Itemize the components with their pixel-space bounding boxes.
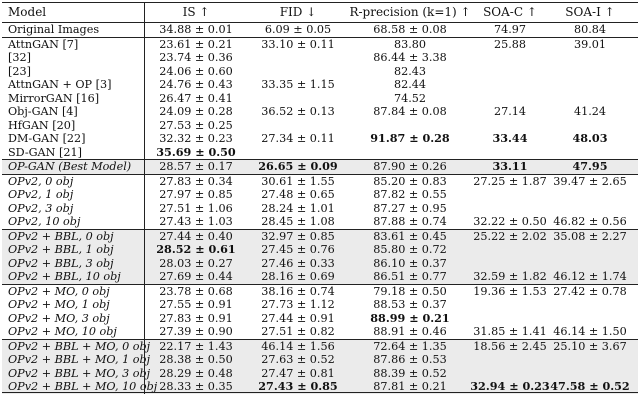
cell-is: 27.83 ± 0.34 — [159, 174, 233, 188]
table-row — [2, 298, 638, 312]
cell-model: OPv2 + BBL, 10 obj — [8, 270, 121, 283]
cell-fid: 6.09 ± 0.05 — [264, 23, 332, 36]
cell-r-precision: 74.52 — [393, 91, 427, 105]
table-row — [2, 51, 638, 65]
cell-soa-i: 80.84 — [573, 23, 607, 36]
cell-soa-i: 46.82 ± 0.56 — [553, 215, 627, 228]
cell-model: SD-GAN [21] — [8, 145, 82, 159]
cell-r-precision: 82.44 — [393, 78, 427, 91]
table-row — [2, 230, 638, 244]
cell-is: 27.53 ± 0.25 — [159, 118, 233, 132]
cell-soa-c: 32.59 ± 1.82 — [473, 270, 547, 283]
cell-model: [23] — [8, 64, 31, 78]
cell-fid: 27.34 ± 0.11 — [261, 132, 335, 145]
cell-soa-i: 46.14 ± 1.50 — [553, 325, 627, 338]
cell-r-precision: 83.61 ± 0.45 — [373, 229, 447, 243]
cell-model: OP-GAN (Best Model) — [8, 160, 132, 173]
cell-soa-c: 25.22 ± 2.02 — [473, 229, 547, 243]
cell-soa-i: 35.08 ± 2.27 — [553, 229, 627, 243]
cell-soa-c: 32.94 ± 0.23 — [470, 379, 550, 393]
cell-model: DM-GAN [22] — [8, 132, 86, 145]
cell-fid: 28.24 ± 1.01 — [261, 201, 335, 215]
cell-soa-c: 32.22 ± 0.50 — [473, 215, 547, 228]
table-row — [2, 105, 638, 119]
cell-fid: 38.16 ± 0.74 — [261, 284, 335, 298]
cell-is: 28.57 ± 0.17 — [159, 160, 233, 173]
cell-is: 28.03 ± 0.27 — [159, 256, 233, 270]
cell-is: 28.33 ± 0.35 — [159, 380, 233, 393]
cell-soa-i: 47.95 — [572, 159, 608, 173]
cell-is: 26.47 ± 0.41 — [159, 91, 233, 105]
header-soa-i: SOA-I ↑ — [565, 5, 615, 19]
cell-r-precision: 87.27 ± 0.95 — [373, 201, 447, 215]
cell-r-precision: 72.64 ± 1.35 — [373, 339, 447, 353]
table-row — [2, 215, 638, 229]
cell-r-precision: 86.44 ± 3.38 — [373, 51, 447, 64]
cell-model: OPv2 + MO, 3 obj — [8, 311, 110, 325]
table-row — [2, 285, 638, 299]
cell-model: OPv2 + BBL + MO, 1 obj — [8, 353, 151, 366]
cell-is: 28.29 ± 0.48 — [159, 366, 233, 380]
table-body — [2, 22, 638, 394]
cell-is: 28.38 ± 0.50 — [159, 353, 233, 366]
cell-fid: 27.45 ± 0.76 — [261, 243, 335, 256]
table-row — [2, 257, 638, 271]
cell-r-precision: 87.88 ± 0.74 — [373, 215, 447, 228]
cell-soa-c: 27.25 ± 1.87 — [473, 174, 547, 188]
cell-is: 27.39 ± 0.90 — [159, 325, 233, 338]
cell-model: OPv2 + BBL + MO, 0 obj — [8, 339, 151, 353]
cell-r-precision: 87.84 ± 0.08 — [373, 105, 447, 118]
table-row — [2, 353, 638, 367]
cell-r-precision: 79.18 ± 0.50 — [373, 284, 447, 298]
cell-soa-c: 25.88 — [493, 37, 527, 51]
table-row — [2, 23, 638, 37]
cell-r-precision: 88.99 ± 0.21 — [370, 310, 450, 325]
cell-soa-c: 74.97 — [493, 23, 527, 36]
cell-is: 24.76 ± 0.43 — [159, 78, 233, 91]
cell-soa-i: 27.42 ± 0.78 — [553, 284, 627, 298]
cell-model: OPv2 + BBL + MO, 3 obj — [8, 366, 151, 380]
cell-r-precision: 82.43 — [393, 64, 427, 78]
cell-model: OPv2 + BBL, 3 obj — [8, 256, 114, 270]
cell-model: OPv2, 1 obj — [8, 188, 74, 201]
cell-is: 23.61 ± 0.21 — [159, 37, 233, 51]
cell-fid: 32.97 ± 0.85 — [261, 229, 335, 243]
table-row — [2, 92, 638, 106]
cell-soa-c: 33.11 — [492, 159, 528, 173]
cell-is: 27.55 ± 0.91 — [159, 298, 233, 311]
cell-model: OPv2 + MO, 0 obj — [8, 284, 110, 298]
cell-fid: 27.47 ± 0.81 — [261, 366, 335, 380]
cell-model: OPv2 + BBL, 0 obj — [8, 229, 114, 243]
cell-r-precision: 88.91 ± 0.46 — [373, 325, 447, 338]
cell-model: [32] — [8, 51, 31, 64]
table-bottom-rule — [2, 392, 638, 393]
cell-is: 27.43 ± 1.03 — [159, 215, 233, 228]
cell-soa-i: 47.58 ± 0.52 — [550, 379, 630, 393]
cell-fid: 27.46 ± 0.33 — [261, 256, 335, 270]
cell-r-precision: 87.82 ± 0.55 — [373, 188, 447, 201]
cell-fid: 27.63 ± 0.52 — [261, 353, 335, 366]
cell-fid: 33.35 ± 1.15 — [261, 78, 335, 91]
results-table — [2, 2, 638, 394]
cell-is: 24.06 ± 0.60 — [159, 64, 233, 78]
header-model: Model — [8, 5, 47, 19]
table-header-row — [2, 2, 638, 22]
cell-r-precision: 86.10 ± 0.37 — [373, 256, 447, 270]
cell-fid: 27.51 ± 0.82 — [261, 325, 335, 338]
table-row — [2, 119, 638, 133]
table-row — [2, 270, 638, 284]
cell-r-precision: 68.58 ± 0.08 — [373, 23, 447, 36]
table-row — [2, 188, 638, 202]
cell-fid: 27.73 ± 1.12 — [261, 298, 335, 311]
header-soa-c: SOA-C ↑ — [483, 5, 537, 19]
cell-soa-i: 39.01 — [573, 37, 607, 51]
cell-model: HfGAN [20] — [8, 118, 76, 132]
table-row — [2, 243, 638, 257]
cell-model: OPv2 + MO, 10 obj — [8, 325, 117, 338]
cell-fid: 27.44 ± 0.91 — [261, 311, 335, 325]
cell-r-precision: 88.39 ± 0.52 — [373, 366, 447, 380]
cell-is: 27.51 ± 1.06 — [159, 201, 233, 215]
cell-model: AttnGAN [7] — [8, 37, 79, 51]
table-row — [2, 160, 638, 174]
cell-soa-c: 27.14 — [493, 105, 527, 118]
cell-is: 22.17 ± 1.43 — [159, 339, 233, 353]
cell-r-precision: 85.20 ± 0.83 — [373, 174, 447, 188]
cell-r-precision: 86.51 ± 0.77 — [373, 270, 447, 283]
table-row — [2, 146, 638, 160]
cell-is: 34.88 ± 0.01 — [159, 23, 233, 36]
cell-is: 23.74 ± 0.36 — [159, 51, 233, 64]
table-row — [2, 367, 638, 381]
header-is: IS ↑ — [182, 5, 210, 19]
cell-fid: 27.43 ± 0.85 — [258, 379, 338, 393]
cell-soa-i: 41.24 — [573, 105, 607, 118]
cell-model: OPv2 + MO, 1 obj — [8, 298, 110, 311]
cell-is: 32.32 ± 0.23 — [159, 132, 233, 145]
cell-r-precision: 87.81 ± 0.21 — [373, 380, 447, 393]
cell-soa-c: 33.44 — [492, 131, 528, 145]
cell-soa-i: 48.03 — [572, 131, 608, 145]
cell-r-precision: 88.53 ± 0.37 — [373, 298, 447, 311]
cell-is: 23.78 ± 0.68 — [159, 284, 233, 298]
cell-fid: 30.61 ± 1.55 — [261, 174, 335, 188]
cell-is: 27.44 ± 0.40 — [159, 229, 233, 243]
cell-r-precision: 91.87 ± 0.28 — [370, 131, 450, 145]
cell-fid: 26.65 ± 0.09 — [258, 159, 338, 173]
cell-r-precision: 87.86 ± 0.53 — [373, 353, 447, 366]
cell-is: 24.09 ± 0.28 — [159, 105, 233, 118]
table-row — [2, 312, 638, 326]
cell-soa-c: 18.56 ± 2.45 — [473, 339, 547, 353]
cell-fid: 28.45 ± 1.08 — [261, 215, 335, 228]
cell-fid: 27.48 ± 0.65 — [261, 188, 335, 201]
cell-model: OPv2, 10 obj — [8, 215, 81, 228]
cell-model: OPv2, 0 obj — [8, 174, 74, 188]
cell-fid: 46.14 ± 1.56 — [261, 339, 335, 353]
cell-model: OPv2 + BBL + MO, 10 obj — [8, 380, 158, 393]
table-row — [2, 65, 638, 79]
table-row — [2, 202, 638, 216]
table-row — [2, 175, 638, 189]
cell-soa-i: 25.10 ± 3.67 — [553, 339, 627, 353]
table-row — [2, 132, 638, 146]
cell-is: 27.69 ± 0.44 — [159, 270, 233, 283]
cell-model: MirrorGAN [16] — [8, 91, 100, 105]
cell-model: OPv2 + BBL, 1 obj — [8, 243, 114, 256]
cell-soa-i: 46.12 ± 1.74 — [553, 270, 627, 283]
cell-model: AttnGAN + OP [3] — [8, 78, 112, 91]
cell-is: 27.97 ± 0.85 — [159, 188, 233, 201]
cell-r-precision: 83.80 — [393, 37, 427, 51]
cell-soa-c: 31.85 ± 1.41 — [473, 325, 547, 338]
cell-r-precision: 85.80 ± 0.72 — [373, 243, 447, 256]
cell-r-precision: 87.90 ± 0.26 — [373, 160, 447, 173]
column-divider — [144, 2, 145, 394]
cell-fid: 33.10 ± 0.11 — [261, 37, 335, 51]
header-fid: FID ↓ — [279, 5, 317, 19]
cell-fid: 36.52 ± 0.13 — [261, 105, 335, 118]
cell-model: Original Images — [8, 23, 100, 36]
cell-soa-c: 19.36 ± 1.53 — [473, 284, 547, 298]
header-r-precision: R-precision (k=1) ↑ — [349, 5, 471, 19]
cell-is: 35.69 ± 0.50 — [156, 144, 236, 159]
cell-fid: 28.16 ± 0.69 — [261, 270, 335, 283]
table-row — [2, 78, 638, 92]
table-row — [2, 38, 638, 52]
cell-soa-i: 39.47 ± 2.65 — [553, 174, 627, 188]
table-row — [2, 340, 638, 354]
table-row — [2, 325, 638, 339]
cell-is: 27.83 ± 0.91 — [159, 311, 233, 325]
cell-model: OPv2, 3 obj — [8, 201, 74, 215]
cell-is: 28.52 ± 0.61 — [156, 242, 236, 256]
cell-model: Obj-GAN [4] — [8, 105, 78, 118]
